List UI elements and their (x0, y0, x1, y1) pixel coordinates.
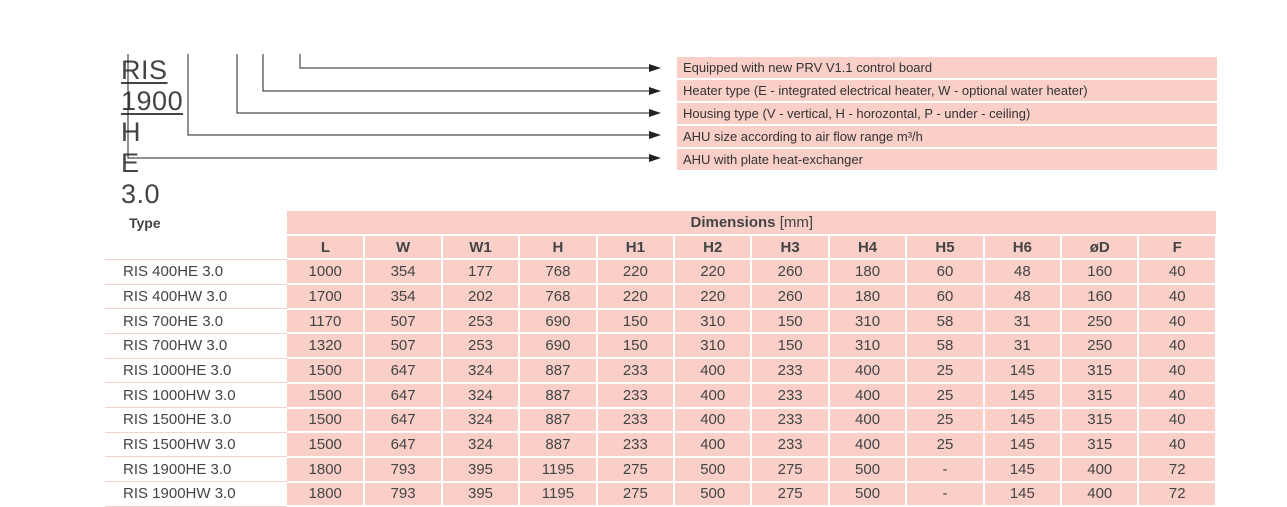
type-cell: RIS 1900HE 3.0 (105, 457, 287, 482)
dimension-cell: 48 (984, 259, 1061, 284)
dimension-cell: 400 (674, 408, 751, 433)
dimension-cell: 145 (984, 457, 1061, 482)
dimension-cell: 887 (519, 358, 596, 383)
dimension-cell: 324 (442, 432, 519, 457)
dimension-cell: 145 (984, 482, 1061, 507)
dimension-cell: 647 (364, 383, 441, 408)
dimension-cell: 690 (519, 333, 596, 358)
legend-series: AHU with plate heat-exchanger (677, 149, 1217, 170)
dimension-cell: 250 (1061, 309, 1138, 334)
dimension-cell: 395 (442, 457, 519, 482)
dimension-cell: 315 (1061, 408, 1138, 433)
arrow-heater (263, 54, 660, 91)
column-header: H (519, 235, 596, 260)
dimension-cell: 1170 (287, 309, 364, 334)
dimension-cell: 40 (1138, 408, 1216, 433)
dimension-cell: 887 (519, 408, 596, 433)
dimension-cell: 60 (906, 259, 983, 284)
dimension-cell: 400 (674, 432, 751, 457)
dimension-cell: 233 (751, 383, 828, 408)
dimension-cell: 40 (1138, 259, 1216, 284)
dimension-cell: 260 (751, 284, 828, 309)
dimension-cell: 324 (442, 383, 519, 408)
code-version: 3.0 (121, 179, 161, 209)
dimension-cell: 315 (1061, 383, 1138, 408)
column-header: H3 (751, 235, 828, 260)
legend-size: AHU size according to air flow range m³/h (677, 126, 1217, 147)
dimension-cell: 275 (597, 482, 674, 507)
column-header: H1 (597, 235, 674, 260)
type-cell: RIS 700HE 3.0 (105, 309, 287, 334)
dimensions-table (105, 211, 1217, 507)
dimension-cell: 202 (442, 284, 519, 309)
dimension-cell: 1500 (287, 408, 364, 433)
dimensions-unit: [mm] (779, 213, 814, 231)
type-cell: RIS 1500HW 3.0 (105, 432, 287, 457)
dimension-cell: 233 (751, 408, 828, 433)
dimension-cell: 40 (1138, 284, 1216, 309)
table-row (105, 259, 1216, 284)
dimension-cell: 145 (984, 408, 1061, 433)
dimension-cell: 233 (597, 432, 674, 457)
dimension-cell: 150 (751, 333, 828, 358)
type-cell: RIS 400HE 3.0 (105, 259, 287, 284)
dimension-cell: 150 (597, 309, 674, 334)
type-cell: RIS 700HW 3.0 (105, 333, 287, 358)
dimension-cell: 354 (364, 284, 441, 309)
table-row (105, 358, 1216, 383)
dimension-cell: 1500 (287, 432, 364, 457)
dimension-cell: 507 (364, 309, 441, 334)
dimension-cell: 500 (829, 457, 906, 482)
table-row (105, 383, 1216, 408)
dimension-cell: 793 (364, 482, 441, 507)
dimension-cell: 887 (519, 432, 596, 457)
dimension-cell: 220 (674, 284, 751, 309)
dimension-cell: 690 (519, 309, 596, 334)
dimension-cell: 500 (674, 482, 751, 507)
code-size: 1900 (121, 86, 184, 116)
type-cell: RIS 1000HW 3.0 (105, 383, 287, 408)
dimension-cell: 1700 (287, 284, 364, 309)
dimension-cell: 250 (1061, 333, 1138, 358)
dimension-cell: 40 (1138, 309, 1216, 334)
code-heater: E (121, 148, 140, 178)
dimension-cell: 31 (984, 309, 1061, 334)
table-row (105, 482, 1216, 507)
dimension-cell: 145 (984, 383, 1061, 408)
dimension-cell: 1800 (287, 457, 364, 482)
dimension-cell: 25 (906, 408, 983, 433)
table-row (105, 457, 1216, 482)
dimension-cell: 1000 (287, 259, 364, 284)
dimension-cell: 310 (674, 333, 751, 358)
dimension-cell: 220 (674, 259, 751, 284)
dimension-cell: 647 (364, 358, 441, 383)
dimension-cell: 180 (829, 284, 906, 309)
dimension-cell: 1320 (287, 333, 364, 358)
dimension-cell: 768 (519, 259, 596, 284)
dimension-cell: 400 (1061, 482, 1138, 507)
legend-version: Equipped with new PRV V1.1 control board (677, 57, 1217, 78)
dimensions-title: Dimensions (690, 213, 776, 231)
column-header: W1 (442, 235, 519, 260)
dimension-cell: - (906, 457, 983, 482)
dimension-cell: 507 (364, 333, 441, 358)
dimension-cell: 500 (674, 457, 751, 482)
column-header: H4 (829, 235, 906, 260)
type-cell: RIS 1900HW 3.0 (105, 482, 287, 507)
dimension-cell: 500 (829, 482, 906, 507)
dimension-cell: 400 (1061, 457, 1138, 482)
type-cell: RIS 1000HE 3.0 (105, 358, 287, 383)
dimension-cell: 354 (364, 259, 441, 284)
dimension-cell: 1195 (519, 482, 596, 507)
table-body (105, 259, 1216, 506)
table-row (105, 432, 1216, 457)
dimension-cell: 260 (751, 259, 828, 284)
dimension-cell: 233 (751, 432, 828, 457)
dimension-cell: 160 (1061, 259, 1138, 284)
column-header: H6 (984, 235, 1061, 260)
dimension-cell: 768 (519, 284, 596, 309)
dimension-cell: 58 (906, 333, 983, 358)
dimension-cell: 150 (597, 333, 674, 358)
legend-housing: Housing type (V - vertical, H - horozontal, P - under - ceiling) (677, 103, 1217, 124)
code-housing: H (121, 117, 142, 147)
dimensions-header (287, 211, 1216, 235)
table-row (105, 309, 1216, 334)
dimension-cell: 40 (1138, 432, 1216, 457)
arrow-series (128, 54, 660, 158)
dimension-cell: 400 (829, 408, 906, 433)
dimension-cell: 647 (364, 432, 441, 457)
dimension-cell: 58 (906, 309, 983, 334)
column-header: W (364, 235, 441, 260)
dimension-cell: 887 (519, 383, 596, 408)
dimension-cell: 647 (364, 408, 441, 433)
dimension-cell: 275 (597, 457, 674, 482)
dimension-cell: 72 (1138, 457, 1216, 482)
dimension-cell: 220 (597, 284, 674, 309)
dimension-cell: 275 (751, 457, 828, 482)
dimension-cell: 31 (984, 333, 1061, 358)
dimension-cell: 220 (597, 259, 674, 284)
column-header: H2 (674, 235, 751, 260)
dimension-cell: 1500 (287, 383, 364, 408)
dimension-cell: 177 (442, 259, 519, 284)
dimension-cell: 180 (829, 259, 906, 284)
dimension-cell: 400 (829, 383, 906, 408)
dimension-cell: 310 (829, 309, 906, 334)
dimension-cell: 793 (364, 457, 441, 482)
code-series: RIS (121, 55, 168, 85)
table-row (105, 408, 1216, 433)
column-header: F (1138, 235, 1216, 260)
legend-heater: Heater type (E - integrated electrical heater, W - optional water heater) (677, 80, 1217, 101)
dimension-cell: 145 (984, 358, 1061, 383)
dimension-cell: 315 (1061, 358, 1138, 383)
dimension-cell: - (906, 482, 983, 507)
dimension-cell: 400 (829, 358, 906, 383)
dimension-cell: 60 (906, 284, 983, 309)
dimension-cell: 324 (442, 358, 519, 383)
dimension-cell: 72 (1138, 482, 1216, 507)
dimension-cell: 160 (1061, 284, 1138, 309)
dimension-cell: 400 (674, 383, 751, 408)
dimension-cell: 150 (751, 309, 828, 334)
dimension-cell: 310 (674, 309, 751, 334)
dimension-cell: 310 (829, 333, 906, 358)
dimension-cell: 324 (442, 408, 519, 433)
dimension-cell: 1800 (287, 482, 364, 507)
table-row (105, 333, 1216, 358)
dimension-cell: 400 (674, 358, 751, 383)
dimension-cell: 253 (442, 309, 519, 334)
column-header: L (287, 235, 364, 260)
dimension-cell: 40 (1138, 383, 1216, 408)
dimension-cell: 400 (829, 432, 906, 457)
dimension-cell: 233 (597, 383, 674, 408)
dimension-cell: 253 (442, 333, 519, 358)
dimension-cell: 25 (906, 432, 983, 457)
dimension-cell: 145 (984, 432, 1061, 457)
dimension-cell: 395 (442, 482, 519, 507)
dimension-cell: 48 (984, 284, 1061, 309)
dimension-cell: 40 (1138, 358, 1216, 383)
column-header: H5 (906, 235, 983, 260)
dimension-cell: 25 (906, 358, 983, 383)
arrow-size (188, 54, 660, 135)
dimension-cell: 1500 (287, 358, 364, 383)
dimension-cell: 315 (1061, 432, 1138, 457)
type-header: Type (105, 211, 287, 259)
dimension-cell: 25 (906, 383, 983, 408)
dimension-cell: 233 (597, 358, 674, 383)
dimension-cell: 275 (751, 482, 828, 507)
type-cell: RIS 400HW 3.0 (105, 284, 287, 309)
dimension-cell: 1195 (519, 457, 596, 482)
arrow-version (300, 54, 660, 68)
dimension-cell: 233 (597, 408, 674, 433)
table-row (105, 284, 1216, 309)
dimension-cell: 40 (1138, 333, 1216, 358)
dimension-cell: 233 (751, 358, 828, 383)
type-cell: RIS 1500HE 3.0 (105, 408, 287, 433)
column-header: øD (1061, 235, 1138, 260)
